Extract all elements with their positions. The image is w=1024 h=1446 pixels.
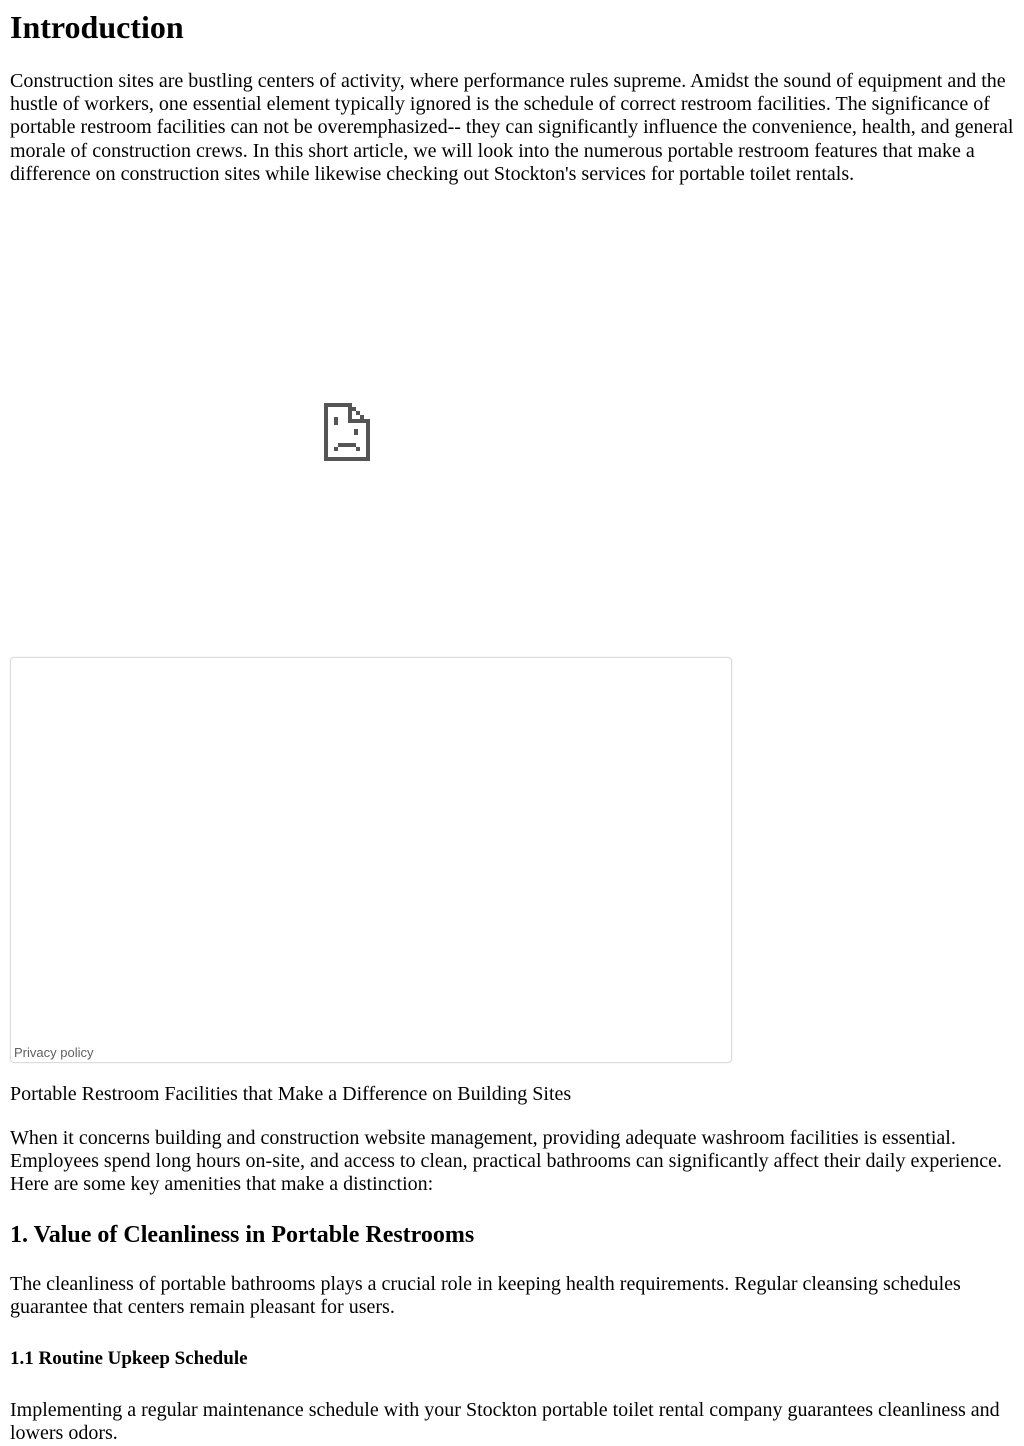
subsection-heading-upkeep: 1.1 Routine Upkeep Schedule <box>10 1348 248 1369</box>
privacy-policy-link[interactable]: Privacy policy <box>14 1045 94 1060</box>
article-subtitle: Portable Restroom Facilities that Make a Difference on Building Sites <box>10 1083 572 1105</box>
section-heading-cleanliness: 1. Value of Cleanliness in Portable Restrooms <box>10 1222 475 1248</box>
intro-paragraph: Construction sites are bustling centers of activity, where performance rules supreme. Amidst the sound of equipment and the hustle of workers, one essential element typically ignored is the schedule of correct restroom facilities. The significance of portable restroom facilities can not be overemphasized-- they can significantly influence the convenience, health, and general morale of construction crews. In this short article, we will look into the numerous portable restroom features that make a difference on construction sites while likewise checking out Stockton's services for portable toilet rentals. <box>10 70 1014 185</box>
embedded-map-frame[interactable] <box>10 657 732 1063</box>
broken-image-placeholder <box>10 229 730 634</box>
intro-heading: Introduction <box>10 9 184 45</box>
broken-image-icon <box>324 403 370 461</box>
paragraph-upkeep: Implementing a regular maintenance schedule with your Stockton portable toilet rental company guarantees cleanliness and lowers odors. <box>10 1399 1000 1445</box>
paragraph-amenities-intro: When it concerns building and construction website management, providing adequate washroom facilities is essential. Employees spend long hours on-site, and access to clean, practical bathrooms can significantly affect their daily experience. Here are some key amenities that make a distinction: <box>10 1127 1003 1196</box>
paragraph-cleanliness: The cleanliness of portable bathrooms plays a crucial role in keeping health requirements. Regular cleansing schedules guarantee that centers remain pleasant for users. <box>10 1273 961 1319</box>
